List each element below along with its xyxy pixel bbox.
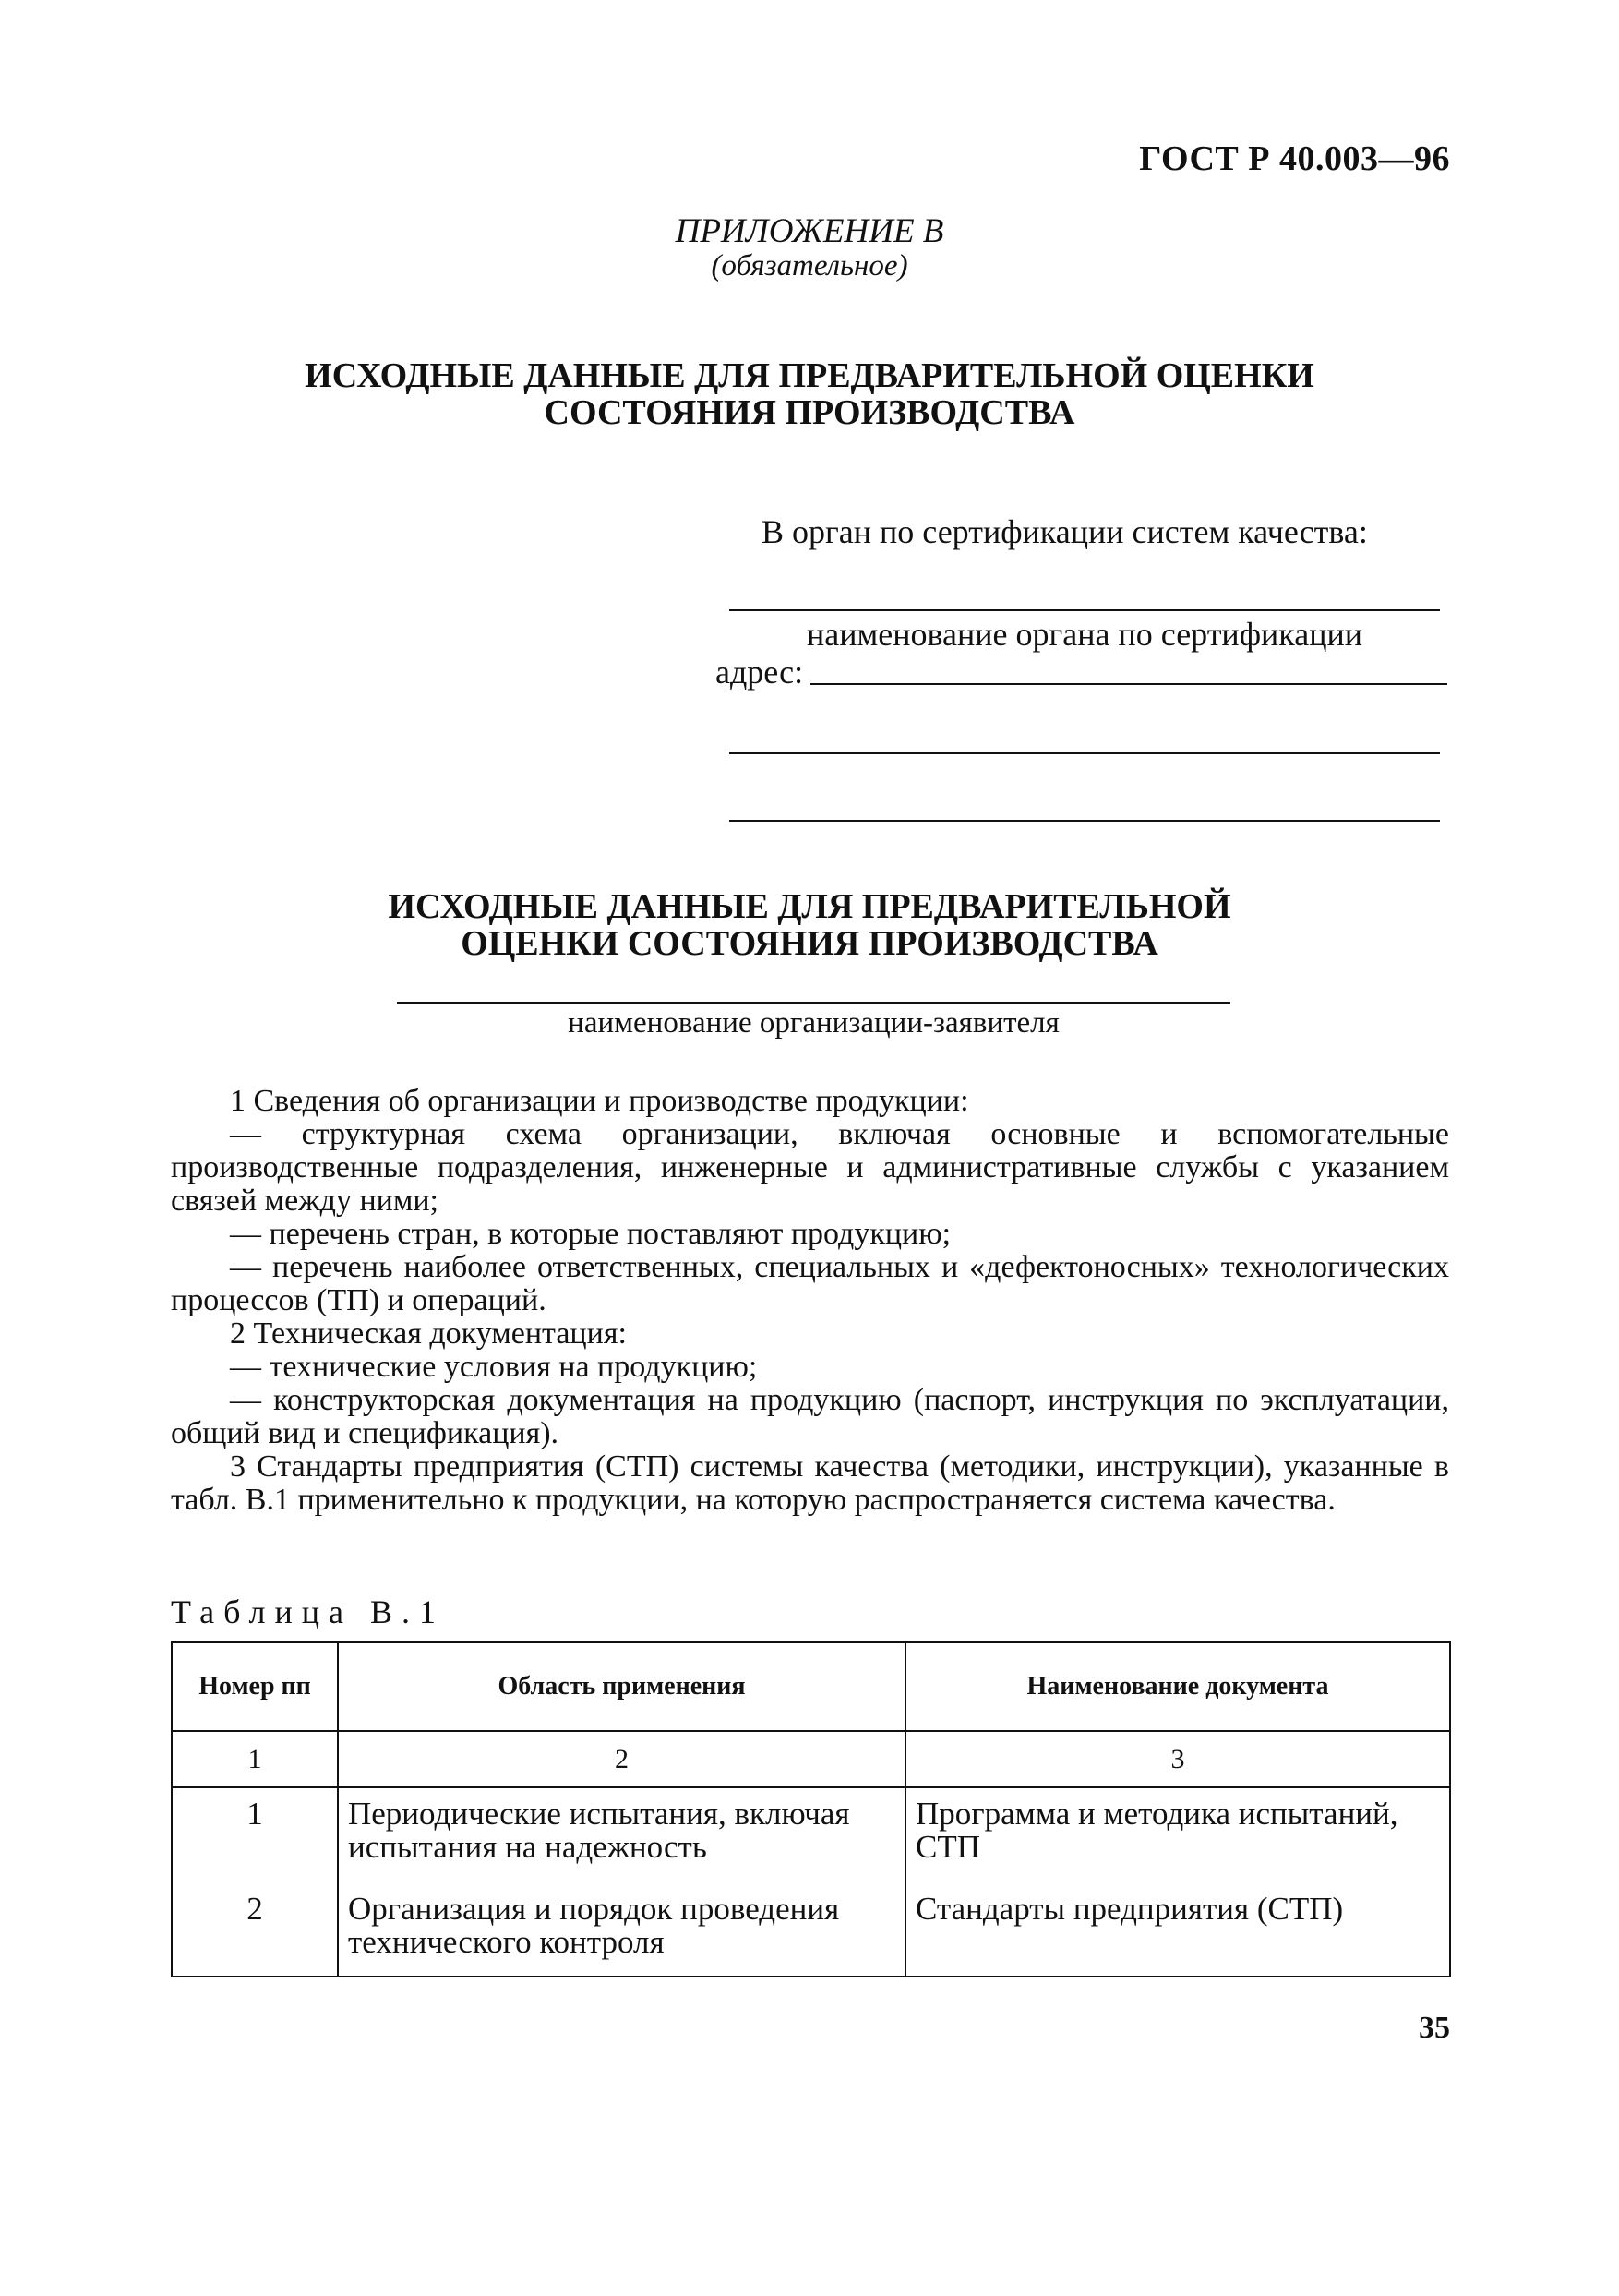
section-3-paragraph: 3 Стандарты предприятия (СТП) системы качества (методики, инструкции), указанные в табл. В.1 применительно к продукции, на которую распространяется система качества. <box>171 1449 1449 1517</box>
second-title-line-1: ИСХОДНЫЕ ДАННЫЕ ДЛЯ ПРЕДВАРИТЕЛЬНОЙ <box>388 887 1231 926</box>
document-cell: Стандарты предприятия (СТП) <box>905 1885 1450 1977</box>
column-number-cell: 3 <box>905 1731 1450 1787</box>
section-2-item-specs: — технические условия на продукцию; <box>230 1350 758 1384</box>
main-title-line-2: СОСТОЯНИЯ ПРОИЗВОДСТВА <box>544 392 1075 432</box>
column-number-row <box>172 1731 1450 1787</box>
section-1-item-structure: — структурная схема организации, включая основные и вспомогательные производственные подразделения, инженерные и административные службы с указанием связей между ними; <box>171 1117 1449 1218</box>
main-title <box>0 358 1619 432</box>
column-number-cell: 2 <box>338 1731 905 1787</box>
row-number-cell: 2 <box>172 1885 338 1977</box>
address-label: адрес: <box>715 654 804 691</box>
area-cell: Организация и порядок проведения технического контроля <box>338 1885 905 1977</box>
section-1-item-processes: — перечень наиболее ответственных, специальных и «дефектоносных» технологических процессов (ТП) и операций. <box>171 1250 1449 1317</box>
address-fill-line-1 <box>810 683 1447 685</box>
header-document: Наименование документа <box>905 1642 1450 1731</box>
table-b1 <box>171 1641 1449 1977</box>
certification-body-label: В орган по сертификации систем качества: <box>762 513 1368 550</box>
section-1-item-countries: — перечень стран, в которые поставляют продукцию; <box>230 1217 952 1251</box>
applicant-fill-line <box>397 1002 1230 1004</box>
table-title: Таблица В.1 <box>171 1593 445 1630</box>
page-number: 35 <box>1419 2011 1450 2045</box>
table-row <box>172 1885 1450 1977</box>
appendix-heading <box>0 214 1619 282</box>
table-header-row <box>172 1642 1450 1731</box>
table-row <box>172 1787 1450 1884</box>
column-number-cell: 1 <box>172 1731 338 1787</box>
address-fill-line-3 <box>729 820 1440 822</box>
section-1-heading: 1 Сведения об организации и производстве продукции: <box>230 1084 969 1118</box>
standard-code: ГОСТ Р 40.003—96 <box>1139 139 1450 178</box>
header-number: Номер пп <box>172 1642 338 1731</box>
document-cell: Программа и методика испытаний, СТП <box>905 1787 1450 1884</box>
section-2-heading: 2 Техническая документация: <box>230 1316 627 1351</box>
second-title-line-2: ОЦЕНКИ СОСТОЯНИЯ ПРОИЗВОДСТВА <box>461 924 1158 964</box>
section-2-item-design-docs: — конструкторская документация на продукцию (паспорт, инструкция по эксплуатации, общий вид и спецификация). <box>171 1383 1449 1450</box>
row-number-cell: 1 <box>172 1787 338 1884</box>
applicant-caption: наименование организации-заявителя <box>568 1006 1060 1040</box>
address-fill-line-2 <box>729 752 1440 754</box>
body-text <box>171 1085 1449 1517</box>
org-name-caption: наименование органа по сертификации <box>806 616 1363 653</box>
appendix-title: ПРИЛОЖЕНИЕ В <box>675 212 944 250</box>
main-title-line-1: ИСХОДНЫЕ ДАННЫЕ ДЛЯ ПРЕДВАРИТЕЛЬНОЙ ОЦЕНКИ <box>305 356 1314 395</box>
appendix-subtitle: (обязательное) <box>711 248 908 282</box>
header-area: Область применения <box>338 1642 905 1731</box>
org-name-fill-line <box>729 609 1440 611</box>
second-title <box>0 888 1619 963</box>
area-cell: Периодические испытания, включая испытания на надежность <box>338 1787 905 1884</box>
